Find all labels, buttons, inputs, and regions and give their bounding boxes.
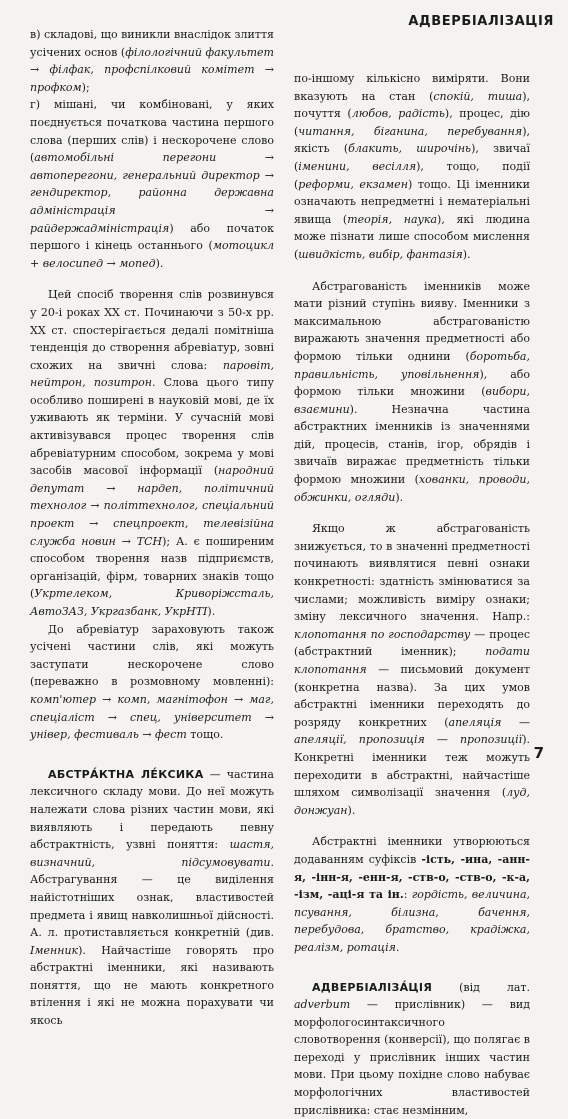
left-paragraph: АБСТРА́КТНА ЛЕ́КСИКА — частина лексичного складу мови. До неї можуть належати слова різних частин мови, які виявляють і передають певну абстрактність, узвні поняття: шастя, визначний, підсумовувати. Абстрагування — це виділення найістотніших ознак, властивостей предмета і явищ навколишньої дійсності. А. л. протиставляється конкретній (див. Іменник). Найчастіше говорять про абстрактні іменники, які називають поняття, що не мають конкретного втілення і які не можна порахувати чи якось bbox=[30, 766, 274, 1030]
left-paragraph: в) складові, що виникли внаслідок злиття усічених основ (філологічний факультет → філфак, профспілковий комітет → профком); bbox=[30, 26, 274, 96]
right-paragraph: Абстрактні іменники утворюються додаванням суфіксів -ість, -ина, -анн-я, -інн-я, -енн-я, -ств-о, -ств-о, -к-а, -ізм, -аці-я та ін.: гордість, величина, псування, білизна, бачення, перебудова, братство, крадіжка, реалізм, ротація. bbox=[294, 833, 530, 956]
page-number: 7 bbox=[534, 744, 544, 762]
right-paragraph: Абстрагованість іменників може мати різний ступінь вияву. Іменники з максимальною абстрагованістю виражають значення предметності або формою тільки однини (боротьба, правильність, уповільнення), або формою тільки множини (вибори, взаємини). Незначна частина абстрактних іменників із значеннями дій, процесів, станів, ігор, обрядів і звичаїв виражає предметність тільки формою множини (хованки, проводи, обжинки, огляди). bbox=[294, 278, 530, 507]
left-paragraph: г) мішані, чи комбіновані, у яких поєднується початкова частина першого слова (перших слів) і нескорочене слово (автомобільні перегони → автоперегони, генеральний директор → гендиректор, районна державна адміністрація → райдержадміністрація) або початок першого і кінець останнього (мотоцикл + велосипед → мопед). bbox=[30, 96, 274, 272]
right-paragraph: по-іншому кількісно виміряти. Вони вказують на стан (спокій, тиша), почуття (любов, радість), процес, дію (читання, біганина, перебування), якість (блакить, широчінь), звичаї (іменини, весілля), тощо, події (реформи, екзамен) тощо. Ці іменники означають непредметні і нематеріальні явища (теорія, наука), які людина може пізнати лише способом мислення (швидкість, вибір, фантазія). bbox=[294, 70, 530, 264]
right-paragraph: АДВЕРБІАЛІЗА́ЦІЯ (від лат. adverbum — прислівник) — вид морфологосинтаксичного словотворення (конверсії), що полягає в переході у прислівник інших частин мови. При цьому похідне слово набуває морфологічних властивостей прислівника: стає незмінним, bbox=[294, 979, 530, 1119]
running-header: АДВЕРБІАЛІЗАЦІЯ bbox=[408, 14, 554, 29]
right-column bbox=[294, 70, 530, 1119]
left-column bbox=[30, 26, 274, 1030]
left-paragraph: Цей спосіб творення слів розвинувся у 20-і роках XX ст. Починаючи з 50-х рр. XX ст. спостерігається дедалі помітніша тенденція до створення абревіатур, зовні схожих на звичні слова: паровіт, нейтрон, позитрон. Слова цього типу особливо поширені в науковій мові, де їх уживають як терміни. У сучасній мові активізувався процес творення слів абревіатурним способом, зокрема у мові засобів масової інформації (народний депутат → нардеп, політичний технолог → політтехнолог, спеціальний проект → спецпроект, телевізійна служба новин → ТСН); А. є поширеним способом творення назв підприємств, організацій, фірм, товарних знаків тощо (Укртелеком, Криворіжсталь, АвтоЗАЗ, Укргазбанк, УкрНТІ). bbox=[30, 286, 274, 620]
right-paragraph: Якщо ж абстрагованість знижується, то в значенні предметності починають виявлятися певні ознаки конкретності: здатність змінюватися за числами; можливість виміру ознаки; зміну лексичного значення. Напр.: клопотання по господарству — процес (абстрактний іменник); подати клопотання — письмовий документ (конкретна назва). За цих умов абстрактні іменники переходять до розряду конкретних (апеляція — апеляції, пропозиція — пропозиції). Конкретні іменники теж можуть переходити в абстрактні, найчастіше шляхом символізації значення (луд, донжуан). bbox=[294, 520, 530, 819]
left-paragraph: До абревіатур зараховують також усічені частини слів, які можуть заступати нескорочене слово (переважно в розмовному мовленні): комп'ютер → комп, магнітофон → маг, спеціаліст → спец, університет → універ, фестиваль → фест тощо. bbox=[30, 621, 274, 744]
